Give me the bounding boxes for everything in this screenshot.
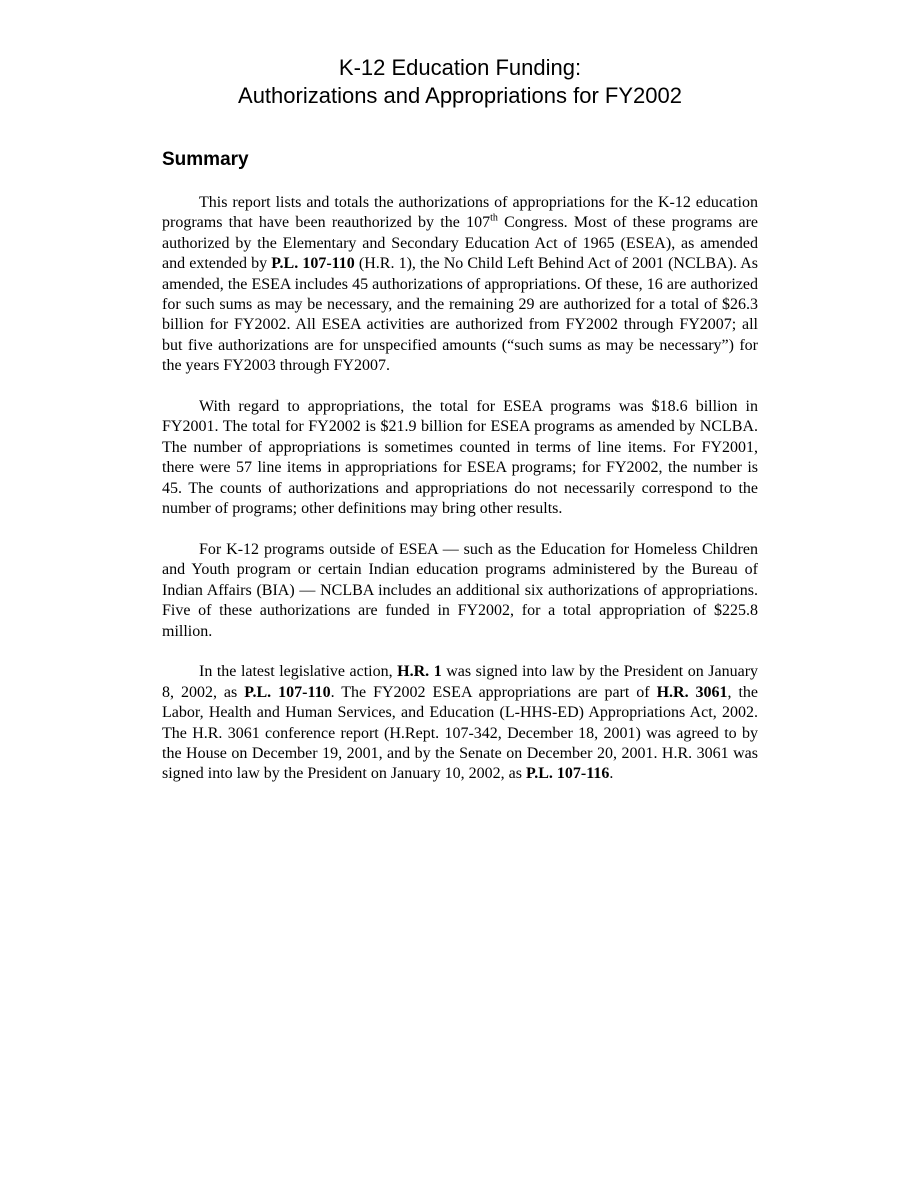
p1-text-a: This report lists and totals the authorizations of appropriations for the K-12 education programs that have been reauthorized by the 107: [162, 194, 758, 232]
summary-paragraph-4: [162, 662, 758, 784]
p1-text-c: (H.R. 1), the No Child Left Behind Act of 2001 (NCLBA). As amended, the ESEA includes 45 authorizations of appropriations. Of these, 16 are authorized for such sums as may be necessary, and the remaining 29 are authorized for a total of $26.3 billion for FY2002. All ESEA activities are authorized from FY2002 through FY2007; all but five authorizations are for unspecified amounts (“such sums as may be necessary”) for the years FY2003 through FY2007.: [162, 255, 758, 375]
report-title: [162, 54, 758, 110]
summary-body: [162, 193, 758, 805]
p4-text-c: . The FY2002 ESEA appropriations are part of: [330, 683, 657, 701]
ordinal-suffix: th: [490, 213, 498, 225]
summary-paragraph-2: With regard to appropriations, the total for ESEA programs was $18.6 billion in FY2001. The total for FY2002 is $21.9 billion for ESEA programs as amended by NCLBA. The number of appropriations is sometimes counted in terms of line items. For FY2001, there were 57 line items in appropriations for ESEA programs; for FY2002, the number is 45. The counts of authorizations and appropriations do not necessarily correspond to the number of programs; other definitions may bring other results.: [162, 398, 758, 518]
section-heading-summary: Summary: [162, 149, 249, 170]
bill-reference-hr1: H.R. 1: [397, 663, 442, 681]
bill-reference-hr3061: H.R. 3061: [656, 683, 728, 701]
summary-paragraph-1: [162, 193, 758, 377]
public-law-reference-116: P.L. 107-116: [525, 765, 610, 783]
public-law-reference-110: P.L. 107-110: [244, 683, 331, 701]
report-title-line-1: K-12 Education Funding:: [338, 55, 582, 80]
p4-text-a: In the latest legislative action,: [199, 663, 398, 681]
p1-text-b: Congress. Most of these programs are authorized by the Elementary and Secondary Education Act of 1965 (ESEA), as amended and extended by: [162, 214, 758, 273]
p4-text-b: was signed into law by the President on January 8, 2002, as: [162, 663, 759, 701]
p4-text-d: , the Labor, Health and Human Services, and Education (L-HHS-ED) Appropriations Act, 2002. The H.R. 3061 conference report (H.Rept. 107-342, December 18, 2001) was agreed to by the House on December 19, 2001, and by the Senate on December 20, 2001. H.R. 3061 was signed into law by the President on January 10, 2002, as: [162, 683, 759, 783]
p4-text-e: .: [609, 765, 614, 783]
report-title-line-2: Authorizations and Appropriations for FY2002: [238, 83, 682, 108]
summary-paragraph-3: For K-12 programs outside of ESEA — such as the Education for Homeless Children and Youth program or certain Indian education programs administered by the Bureau of Indian Affairs (BIA) — NCLBA includes an additional six authorizations of appropriations. Five of these authorizations are funded in FY2002, for a total appropriation of $225.8 million.: [162, 540, 758, 640]
public-law-reference: P.L. 107-110: [271, 255, 355, 273]
document-page: [162, 54, 759, 783]
